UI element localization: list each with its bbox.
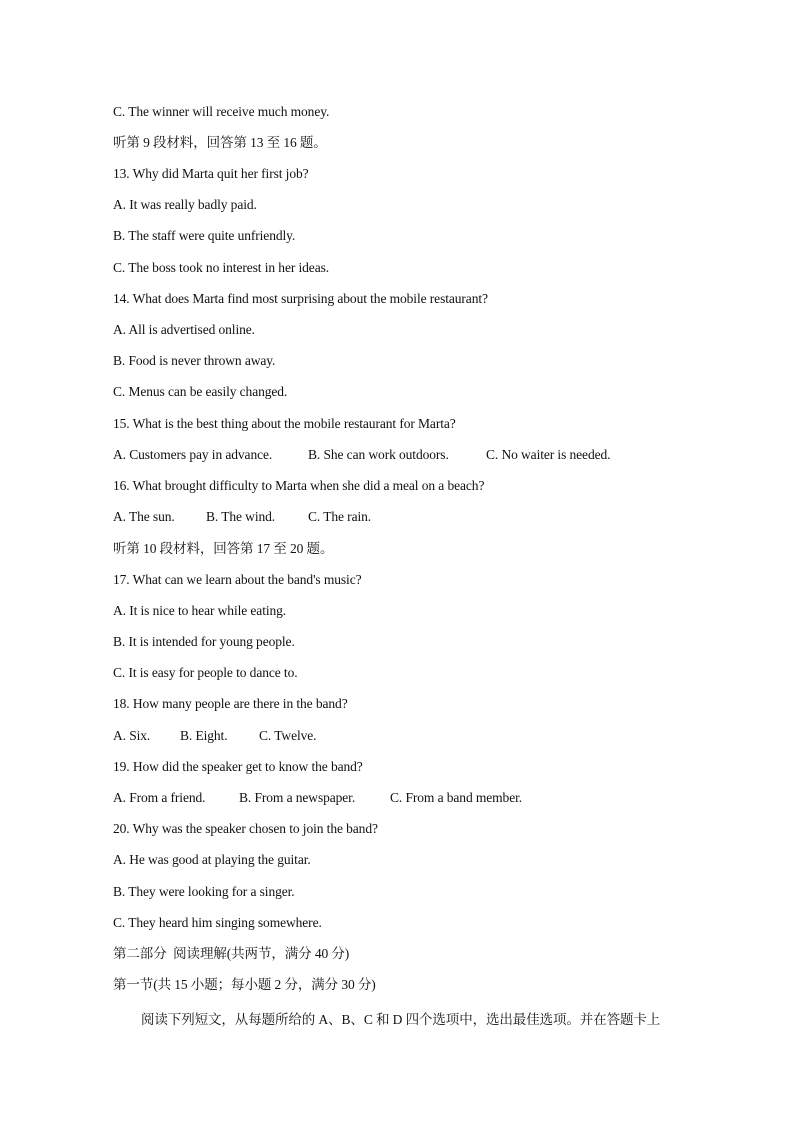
answer-options-row — [113, 507, 371, 527]
answer-option: A. From a friend. — [113, 790, 206, 805]
question-13: 13. Why did Marta quit her first job? — [113, 166, 309, 181]
answer-option: C. No waiter is needed. — [486, 447, 611, 462]
question-14: 14. What does Marta find most surprising about the mobile restaurant? — [113, 291, 488, 306]
answer-option: A. Customers pay in advance. — [113, 447, 273, 462]
answer-option: A. He was good at playing the guitar. — [113, 852, 311, 867]
answer-options-row — [113, 726, 316, 746]
section-instruction: 听第 10 段材料，回答第 17 至 20 题。 — [113, 541, 334, 556]
answer-option: C. Twelve. — [259, 728, 317, 743]
answer-option: B. Eight. — [180, 728, 228, 743]
answer-option: B. The staff were quite unfriendly. — [113, 228, 296, 243]
answer-option: C. The winner will receive much money. — [113, 104, 330, 119]
subsection-heading: 第一节(共 15 小题；每小题 2 分，满分 30 分) — [113, 977, 376, 992]
question-19: 19. How did the speaker get to know the band? — [113, 759, 363, 774]
question-17: 17. What can we learn about the band's music? — [113, 572, 362, 587]
reading-instruction: 阅读下列短文，从每题所给的 A、B、C 和 D 四个选项中，选出最佳选项。并在答题卡上 — [141, 1012, 661, 1027]
answer-option: C. Menus can be easily changed. — [113, 384, 288, 399]
question-18: 18. How many people are there in the band? — [113, 696, 348, 711]
section-instruction: 听第 9 段材料，回答第 13 至 16 题。 — [113, 135, 327, 150]
answer-options-row — [113, 445, 610, 465]
answer-option: C. The boss took no interest in her ideas. — [113, 260, 330, 275]
question-15: 15. What is the best thing about the mobile restaurant for Marta? — [113, 416, 456, 431]
question-20: 20. Why was the speaker chosen to join the band? — [113, 821, 378, 836]
answer-option: B. Food is never thrown away. — [113, 353, 276, 368]
answer-option: A. It is nice to hear while eating. — [113, 603, 287, 618]
answer-option: B. She can work outdoors. — [308, 447, 449, 462]
answer-option: C. They heard him singing somewhere. — [113, 915, 322, 930]
answer-options-row — [113, 788, 522, 808]
answer-option: B. From a newspaper. — [239, 790, 356, 805]
answer-option: C. From a band member. — [390, 790, 523, 805]
answer-option: B. It is intended for young people. — [113, 634, 295, 649]
answer-option: C. It is easy for people to dance to. — [113, 665, 298, 680]
answer-option: B. They were looking for a singer. — [113, 884, 295, 899]
answer-option: A. Six. — [113, 728, 151, 743]
answer-option: A. It was really badly paid. — [113, 197, 257, 212]
answer-option: A. The sun. — [113, 509, 175, 524]
answer-option: C. The rain. — [308, 509, 372, 524]
answer-option: A. All is advertised online. — [113, 322, 255, 337]
section-heading: 第二部分 阅读理解(共两节，满分 40 分) — [113, 946, 350, 961]
answer-option: B. The wind. — [206, 509, 276, 524]
question-16: 16. What brought difficulty to Marta when she did a meal on a beach? — [113, 478, 485, 493]
